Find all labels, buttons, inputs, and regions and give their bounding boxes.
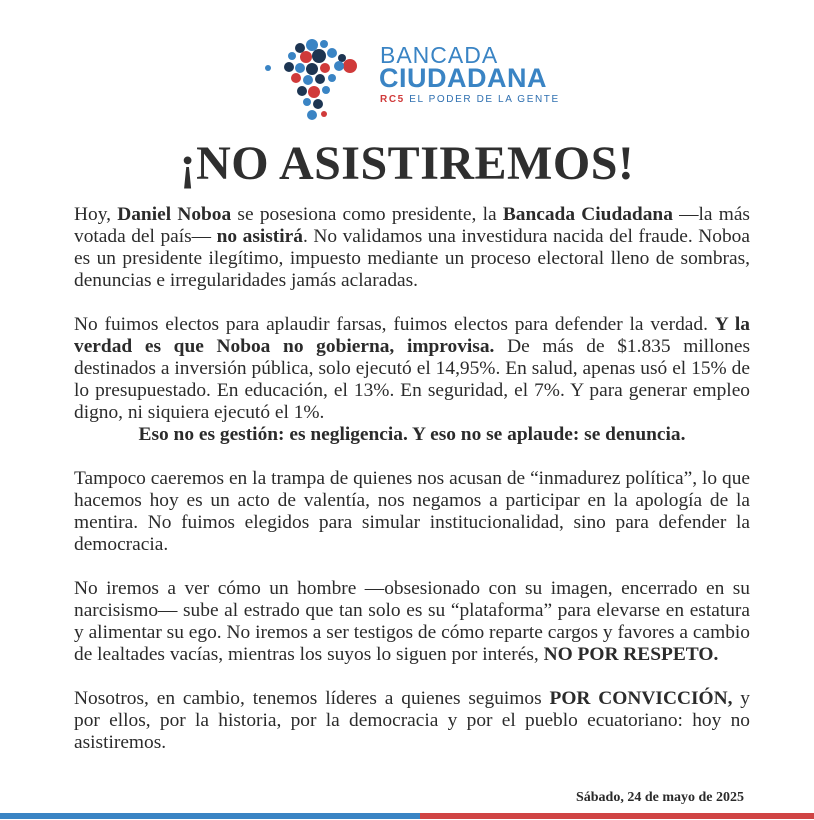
date-line: Sábado, 24 de mayo de 2025 <box>575 790 744 805</box>
paragraph-1 <box>74 204 750 292</box>
brand-line-1: BANCADA <box>380 42 499 68</box>
bold-text: no asistirá <box>216 226 303 247</box>
text: —la más votada del país— <box>74 204 750 247</box>
text: No iremos a ver cómo un hombre —obsesionado con su imagen, encerrado en su narcisismo— sube al estrado que tan solo es su “plataforma” para elevarse en estatura y alimentar su ego. No iremos a ser testigos de cómo reparte cargos y favores a cambio de lealtades vacías, mientras los suyos lo siguen por interés, <box>74 578 750 665</box>
bold-text: POR CONVICCIÓN, <box>549 688 733 709</box>
brand-tagline <box>380 94 560 105</box>
bold-text: Daniel Noboa <box>117 204 232 225</box>
headline: ¡NO ASISTIREMOS! <box>179 137 635 190</box>
text: . No validamos una investidura nacida del fraude. Noboa es un presidente ilegítimo, impuesto mediante un proceso electoral lleno de sombras, denuncias e irregularidades jamás aclaradas. <box>74 226 750 291</box>
text: y por ellos, por la historia, por la democracia y por el pueblo ecuatoriano: hoy no asistiremos. <box>74 688 751 753</box>
text: Hoy, <box>74 204 118 225</box>
text: Nosotros, en cambio, tenemos líderes a quienes seguimos <box>74 688 550 709</box>
tag-prefix: RC5 <box>380 94 405 105</box>
dotted-map-icon <box>262 36 374 126</box>
paragraph-3: Tampoco caeremos en la trampa de quienes nos acusan de “inmadurez política”, lo que hacemos hoy es un acto de valentía, nos negamos a participar en la apología de la mentira. No fuimos elegidos para simular institucionalidad, sino para defender la democracia. <box>74 468 750 555</box>
text: se posesiona como presidente, la <box>231 204 503 225</box>
paragraph-2 <box>74 314 750 446</box>
text: De más de $1.835 millones destinados a inversión pública, solo ejecutó el 14,95%. En salud, apenas usó el 15% de lo presupuestado. En educación, el 13%. En seguridad, el 7%. Y para generar empleo digno, ni siquiera ejecutó el 1%. <box>74 336 750 423</box>
bold-text: Y la verdad es que Noboa no gobierna, improvisa. <box>74 314 750 357</box>
brand-line-2: CIUDADANA <box>379 63 547 93</box>
bold-text: NO POR RESPETO. <box>543 644 719 665</box>
paragraph-5 <box>74 688 750 754</box>
footer-bar-blue <box>0 813 420 819</box>
bold-centered-line: Eso no es gestión: es negligencia. Y eso no se aplaude: se denuncia. <box>138 424 686 445</box>
footer-bar-red <box>420 813 814 819</box>
tag-text: EL PODER DE LA GENTE <box>409 94 560 105</box>
bold-text: Bancada Ciudadana <box>502 204 673 225</box>
bancada-logo <box>262 36 572 126</box>
statement-body <box>74 204 750 754</box>
text: No fuimos electos para aplaudir farsas, fuimos electos para defender la verdad. <box>74 314 715 335</box>
paragraph-4 <box>74 578 750 666</box>
